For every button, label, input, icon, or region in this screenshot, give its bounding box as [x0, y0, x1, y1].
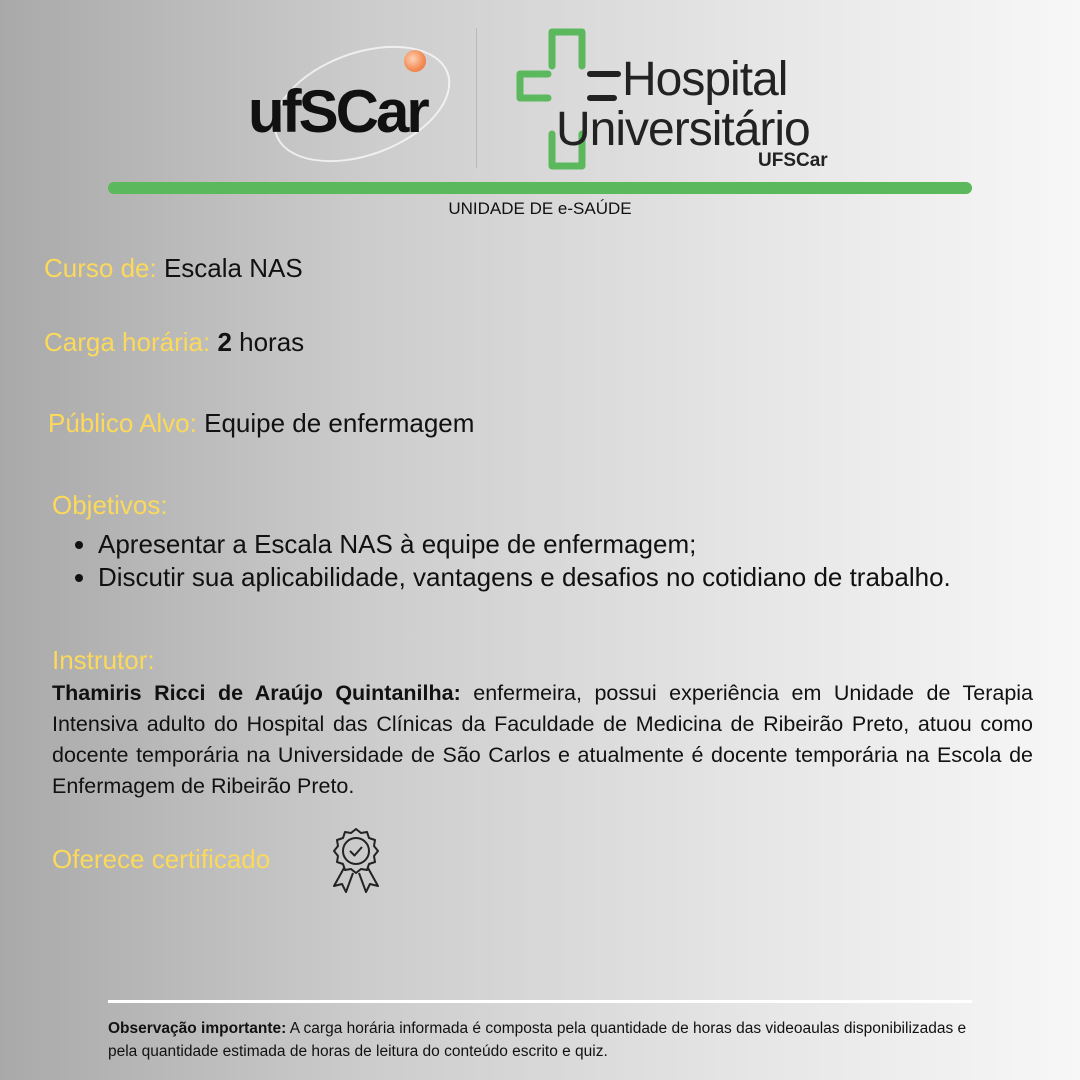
objetivos-list [58, 528, 998, 595]
publico-label: Público Alvo: [48, 408, 197, 438]
hospital-universitario-logo [514, 26, 844, 172]
publico-row [48, 408, 474, 439]
carga-label: Carga horária: [44, 327, 211, 357]
carga-row [44, 327, 304, 358]
hospital-logo-line1: Hospital [622, 53, 788, 106]
observacao-note [108, 1017, 988, 1063]
bottom-divider [108, 1000, 972, 1003]
instrutor-bio [52, 678, 1033, 802]
observacao-text: A carga horária informada é composta pela quantidade de horas das videoaulas disponibilizadas e pela quantidade estimada de horas de leitura do conteúdo escrito e quiz. [108, 1020, 967, 1060]
green-header-bar [108, 182, 972, 194]
curso-row [44, 253, 303, 284]
instrutor-name: Thamiris Ricci de Araújo Quintanilha: [52, 681, 461, 705]
unit-title: UNIDADE DE e-SAÚDE [448, 199, 632, 218]
curso-value: Escala NAS [163, 253, 303, 283]
ufscar-logo-text: ufSCar [248, 78, 427, 145]
logo-divider [476, 28, 477, 168]
curso-label: Curso de: [44, 253, 157, 283]
hospital-logo-line2: Universitário [556, 103, 810, 156]
instrutor-heading: Instrutor: [52, 645, 155, 675]
ufscar-logo [240, 30, 450, 150]
list-item: • Apresentar a Escala NAS à equipe de enfermagem; [98, 528, 998, 561]
carga-unit: horas [239, 327, 305, 357]
publico-value: Equipe de enfermagem [204, 408, 475, 438]
objetivos-heading: Objetivos: [52, 490, 168, 520]
certificado-label: Oferece certificado [52, 844, 271, 874]
certificate-badge-icon [328, 826, 384, 896]
observacao-label: Observação importante: [108, 1020, 287, 1037]
carga-hours: 2 [217, 327, 232, 357]
hospital-logo-sub: UFSCar [758, 150, 828, 171]
logo-orange-dot [404, 50, 426, 72]
list-item: • Discutir sua aplicabilidade, vantagens e desafios no cotidiano de trabalho. [98, 561, 998, 594]
instrutor-bio-text: enfermeira, possui experiência em Unidade de Terapia Intensiva adulto do Hospital das Clínicas da Faculdade de Medicina de Ribeirão Preto, atuou como docente temporária na Universidade de São Carlos e atualmente é docente temporária na Escola de Enfermagem de Ribeirão Preto. [52, 681, 1034, 798]
